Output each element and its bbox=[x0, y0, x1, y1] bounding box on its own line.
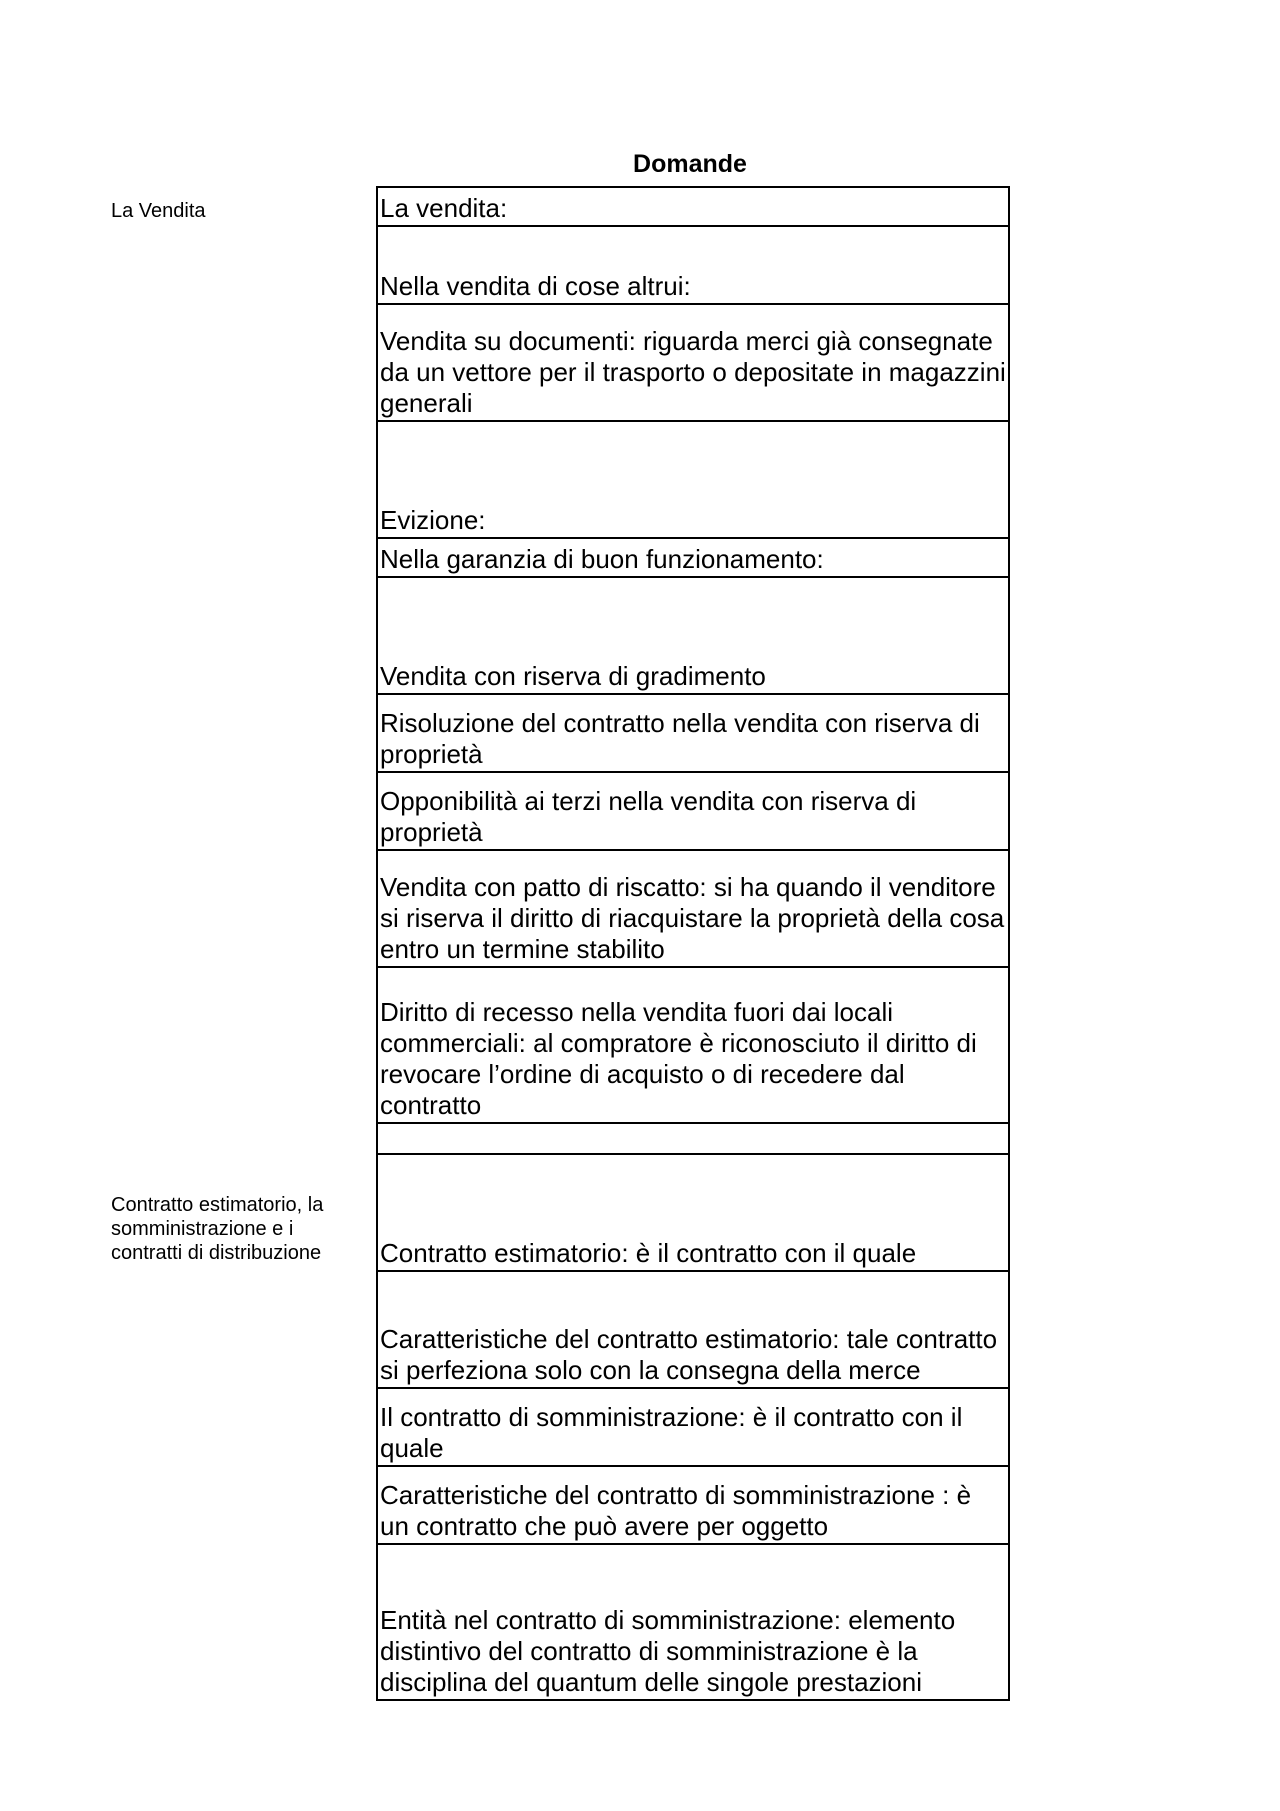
row-text: Risoluzione del contratto nella vendita con riserva di proprietà bbox=[380, 708, 980, 769]
table-row bbox=[378, 851, 1008, 968]
table-row bbox=[378, 188, 1008, 227]
table-row bbox=[378, 1155, 1008, 1272]
table-row bbox=[378, 1467, 1008, 1545]
row-text: Il contratto di somministrazione: è il contratto con il quale bbox=[380, 1402, 963, 1463]
row-text: Entità nel contratto di somministrazione: elemento distintivo del contratto di somministrazione è la disciplina del quantum delle singole prestazioni bbox=[380, 1605, 956, 1697]
row-text: Vendita con patto di riscatto: si ha quando il venditore si riserva il diritto di riacquistare la proprietà della cosa entro un termine stabilito bbox=[380, 872, 1005, 964]
row-text: Opponibilità ai terzi nella vendita con riserva di proprietà bbox=[380, 786, 917, 847]
table-row bbox=[378, 578, 1008, 695]
table-row bbox=[378, 227, 1008, 305]
row-text: Vendita su documenti: riguarda merci già consegnate da un vettore per il trasporto o depositate in magazzini generali bbox=[380, 326, 1006, 418]
questions-table bbox=[376, 186, 1010, 1701]
section-label-la-vendita: La Vendita bbox=[111, 200, 206, 222]
row-text: Diritto di recesso nella vendita fuori dai locali commerciali: al compratore è riconosciuto il diritto di revocare l’ordine di acquisto o di recedere dal contratto bbox=[380, 997, 977, 1120]
table-row bbox=[378, 695, 1008, 773]
row-text: Vendita con riserva di gradimento bbox=[380, 661, 766, 691]
row-text: Caratteristiche del contratto di somministrazione : è un contratto che può avere per oggetto bbox=[380, 1480, 972, 1541]
row-text: Caratteristiche del contratto estimatorio: tale contratto si perfeziona solo con la consegna della merce bbox=[380, 1324, 998, 1385]
table-row bbox=[378, 1389, 1008, 1467]
table-row bbox=[378, 968, 1008, 1124]
table-row bbox=[378, 773, 1008, 851]
table-row bbox=[378, 1272, 1008, 1389]
section-label-contratto-estimatorio: Contratto estimatorio, la somministrazione e i contratti di distribuzione bbox=[111, 1194, 324, 1264]
table-row bbox=[378, 1124, 1008, 1155]
table-row bbox=[378, 1545, 1008, 1701]
table-row bbox=[378, 539, 1008, 578]
row-text: Nella garanzia di buon funzionamento: bbox=[380, 544, 824, 574]
row-text: La vendita: bbox=[380, 193, 508, 223]
row-text: Evizione: bbox=[380, 505, 486, 535]
row-text: Contratto estimatorio: è il contratto con il quale bbox=[380, 1238, 917, 1268]
table-row bbox=[378, 305, 1008, 422]
row-text: Nella vendita di cose altrui: bbox=[380, 271, 691, 301]
table-row bbox=[378, 422, 1008, 539]
column-header: Domande bbox=[633, 150, 747, 178]
